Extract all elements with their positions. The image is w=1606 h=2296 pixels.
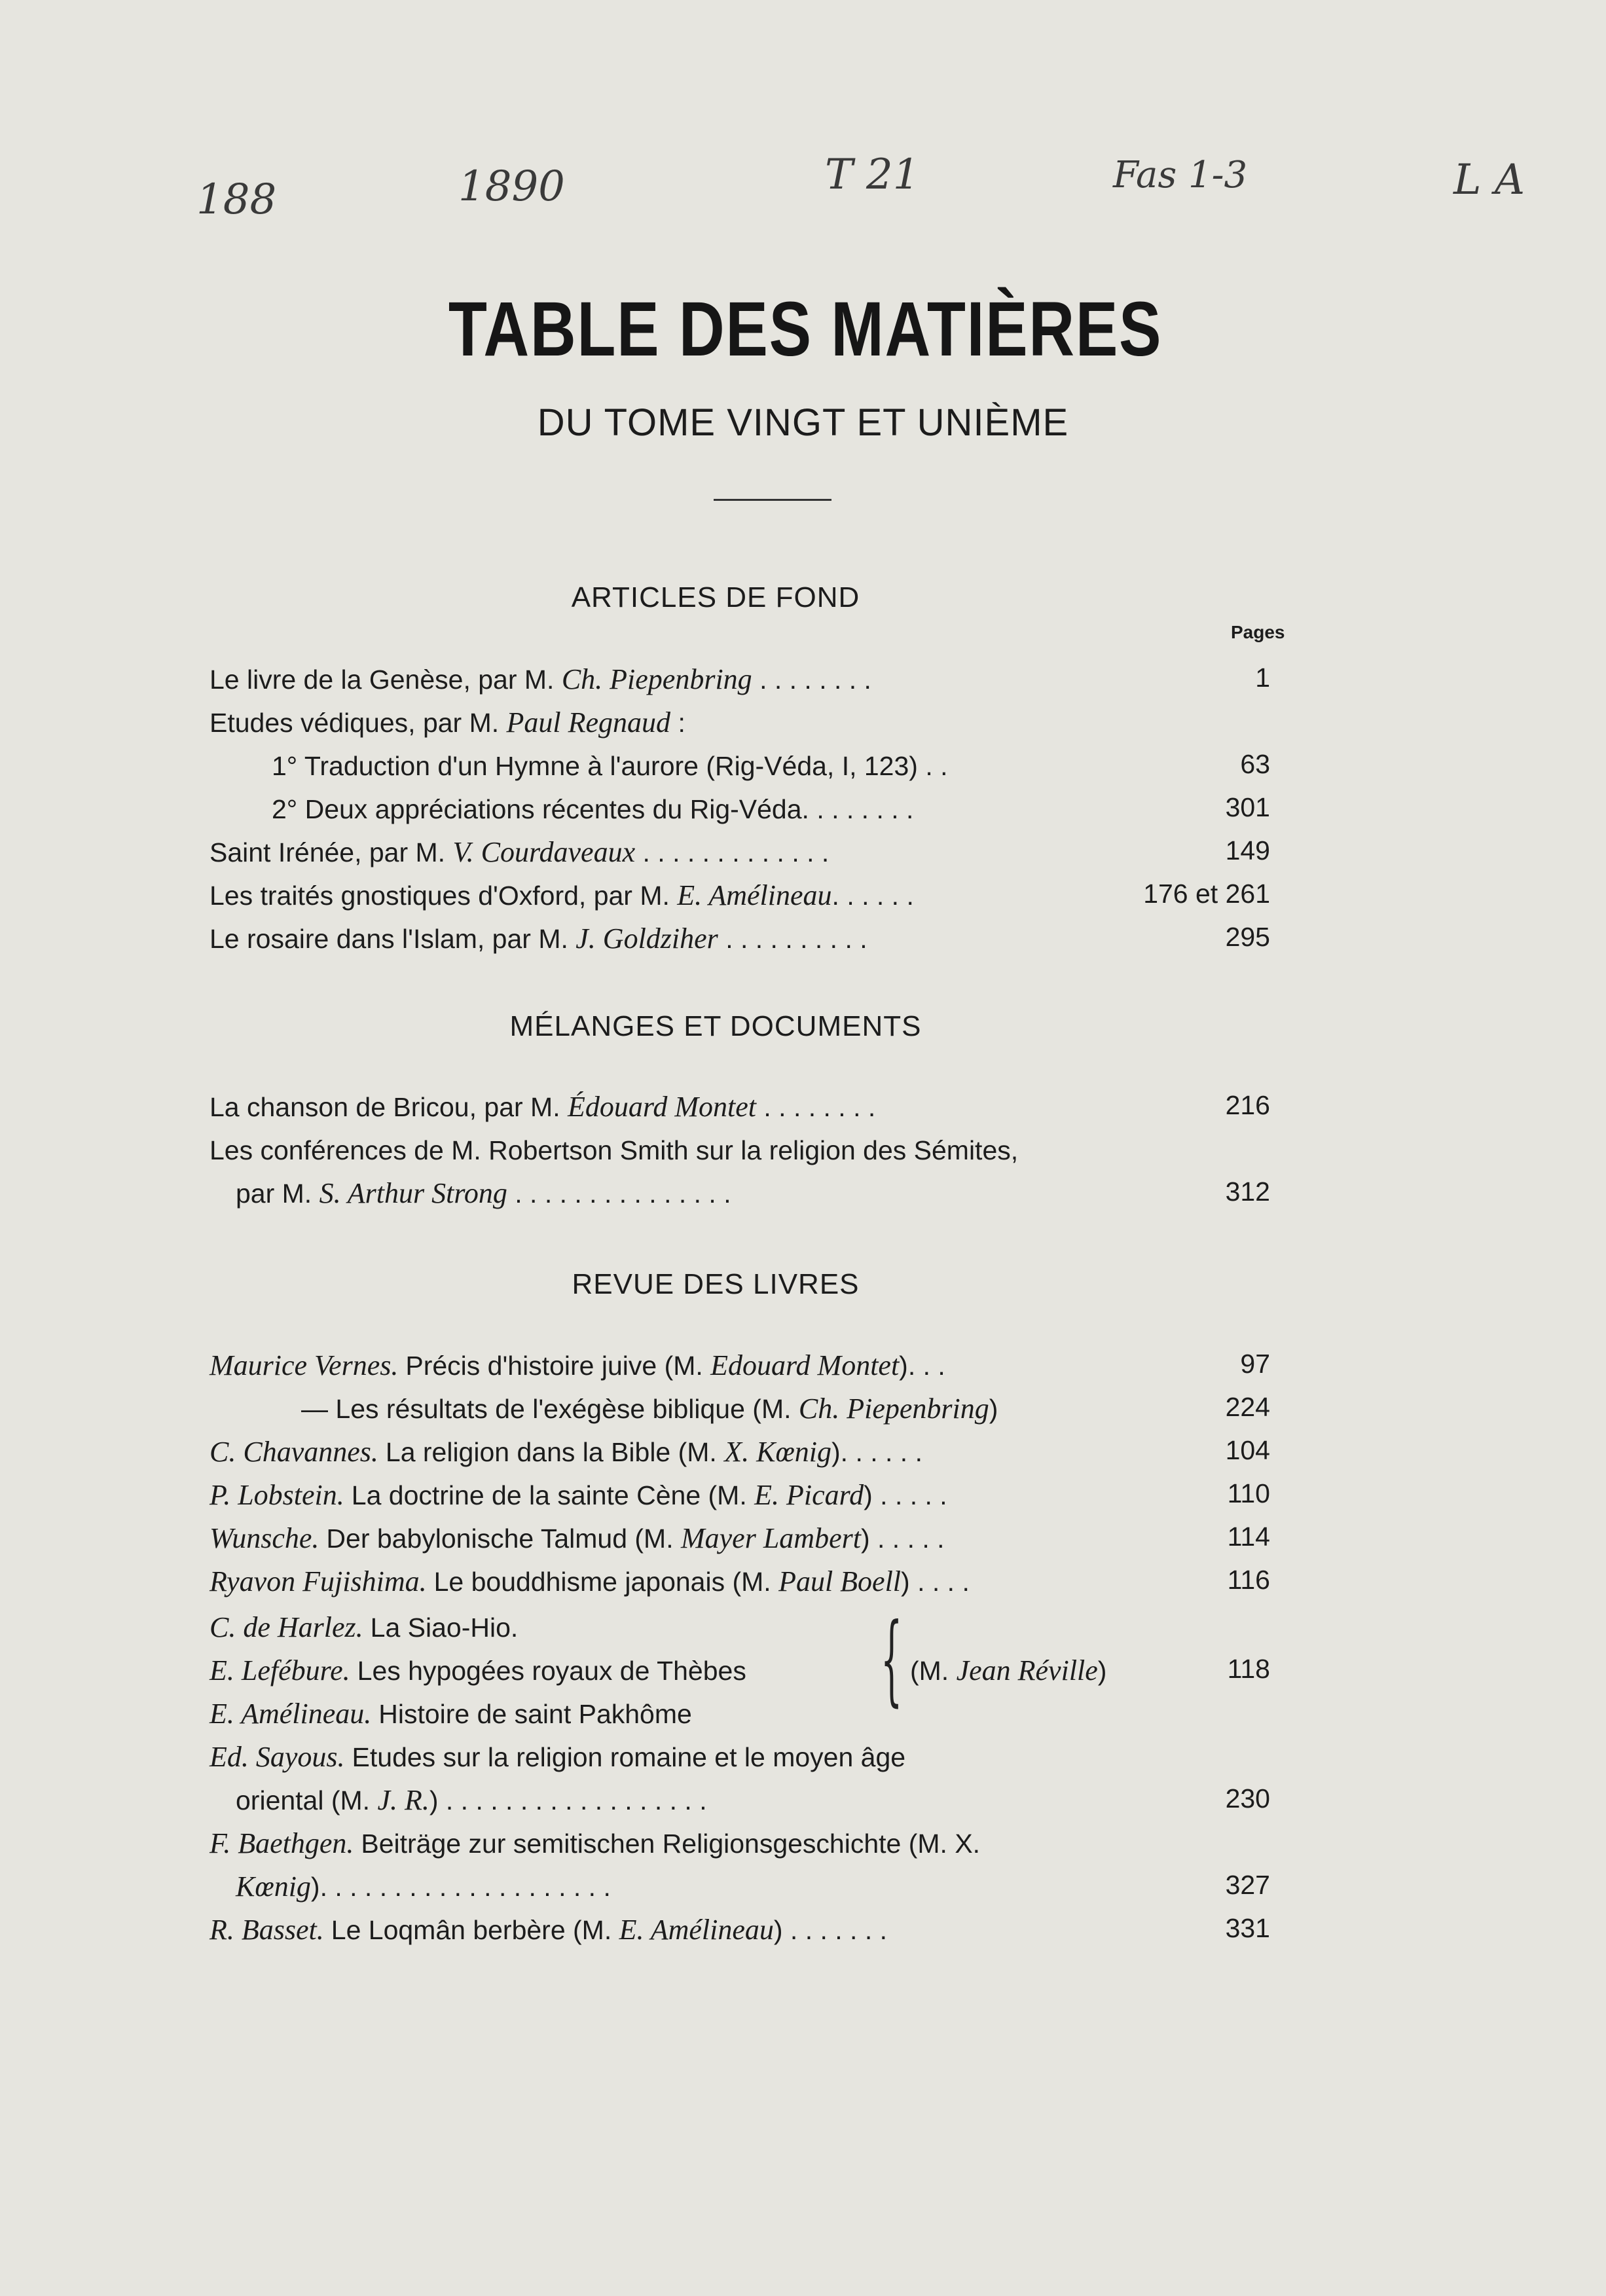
page-number: 312 xyxy=(1225,1176,1270,1207)
toc-entry: Etudes védiques, par M. Paul Regnaud : xyxy=(210,706,685,738)
pages-column-header: Pages xyxy=(1231,622,1285,642)
toc-entry: C. Chavannes. La religion dans la Bible (M. X. Kœnig). . . . . . 104 xyxy=(210,1435,1270,1468)
section-heading-melanges: MÉLANGES ET DOCUMENTS xyxy=(509,1010,922,1042)
page-number: 104 xyxy=(1225,1435,1270,1465)
toc-entry: Kœnig). . . . . . . . . . . . . . . . . . . . 327 xyxy=(236,1870,1270,1903)
toc-entry: — Les résultats de l'exégèse biblique (M. Ch. Piepenbring) 224 xyxy=(301,1392,1270,1425)
toc-entry: E. Amélineau. Histoire de saint Pakhôme xyxy=(210,1698,692,1730)
toc-entry: La chanson de Bricou, par M. Édouard Montet . . . . . . . . 216 xyxy=(210,1090,1270,1123)
toc-entry: Saint Irénée, par M. V. Courdaveaux . . . . . . . . . . . . . 149 xyxy=(210,835,1270,868)
handwritten-note-3: T 21 xyxy=(825,151,920,199)
page-number: 110 xyxy=(1227,1478,1270,1508)
page-number: 176 et 261 xyxy=(1143,879,1270,909)
page-number: 216 xyxy=(1225,1090,1270,1120)
toc-entry: E. Lefébure. Les hypogées royaux de Thèbes xyxy=(210,1654,746,1686)
toc-entry: R. Basset. Le Loqmân berbère (M. E. Amélineau) . . . . . . . 331 xyxy=(210,1913,1270,1946)
toc-entry: P. Lobstein. La doctrine de la sainte Cène (M. E. Picard) . . . . . 110 xyxy=(210,1478,1270,1511)
title-divider xyxy=(714,499,831,501)
grouped-reviewer: (M. Jean Réville) xyxy=(910,1654,1107,1686)
page-number: 327 xyxy=(1225,1870,1270,1900)
page-number: 118 xyxy=(1227,1654,1270,1684)
handwritten-note-5: L A xyxy=(1453,156,1525,204)
page-title: TABLE DES MATIÈRES xyxy=(448,286,1163,373)
section-heading-articles: ARTICLES DE FOND xyxy=(571,581,860,613)
toc-entry: Maurice Vernes. Précis d'histoire juive (M. Edouard Montet). . . 97 xyxy=(210,1349,1270,1381)
handwritten-note-2: 1890 xyxy=(458,162,565,211)
section-heading-revue: REVUE DES LIVRES xyxy=(572,1268,860,1300)
page-number: 114 xyxy=(1227,1522,1270,1552)
toc-entry: F. Baethgen. Beiträge zur semitischen Religionsgeschichte (M. X. xyxy=(210,1827,981,1859)
toc-entry: Wunsche. Der babylonische Talmud (M. Mayer Lambert) . . . . . 114 xyxy=(210,1522,1270,1554)
page-subtitle: DU TOME VINGT ET UNIÈME xyxy=(537,401,1069,444)
page-number: 1 xyxy=(1255,663,1270,693)
brace-glyph: { xyxy=(881,1603,903,1717)
page-number: 224 xyxy=(1225,1392,1270,1422)
toc-entry: C. de Harlez. La Siao-Hio. xyxy=(210,1611,519,1643)
page-number: 63 xyxy=(1240,749,1270,779)
toc-entry: Ed. Sayous. Etudes sur la religion romaine et le moyen âge xyxy=(210,1741,906,1773)
page-number: 116 xyxy=(1227,1565,1270,1595)
page-number: 301 xyxy=(1225,792,1270,822)
page-number: 97 xyxy=(1240,1349,1270,1379)
toc-entry: Le rosaire dans l'Islam, par M. J. Goldziher . . . . . . . . . . 295 xyxy=(210,922,1270,955)
page-number: 230 xyxy=(1225,1783,1270,1813)
toc-entry: 2° Deux appréciations récentes du Rig-Véda. . . . . . . . 301 xyxy=(272,792,1270,824)
toc-entry: Ryavon Fujishima. Le bouddhisme japonais (M. Paul Boell) . . . . 116 xyxy=(210,1565,1270,1597)
page-number: 295 xyxy=(1225,922,1270,952)
toc-entry: par M. S. Arthur Strong . . . . . . . . . . . . . . . 312 xyxy=(236,1176,1270,1209)
handwritten-note-4: Fas 1-3 xyxy=(1113,154,1248,196)
toc-entry: oriental (M. J. R.) . . . . . . . . . . . . . . . . . . 230 xyxy=(236,1783,1270,1816)
toc-entry: 1° Traduction d'un Hymne à l'aurore (Rig-Véda, I, 123) . . 63 xyxy=(272,749,1270,781)
toc-entry: Le livre de la Genèse, par M. Ch. Piepenbring . . . . . . . . 1 xyxy=(210,663,1270,695)
toc-entry: Les traités gnostiques d'Oxford, par M. E. Amélineau. . . . . . 176 et 261 xyxy=(210,879,1270,911)
handwritten-note-1: 188 xyxy=(196,175,277,224)
page-number: 149 xyxy=(1225,835,1270,866)
toc-entry: Les conférences de M. Robertson Smith sur la religion des Sémites, xyxy=(210,1135,1019,1165)
page-number: 331 xyxy=(1225,1913,1270,1943)
